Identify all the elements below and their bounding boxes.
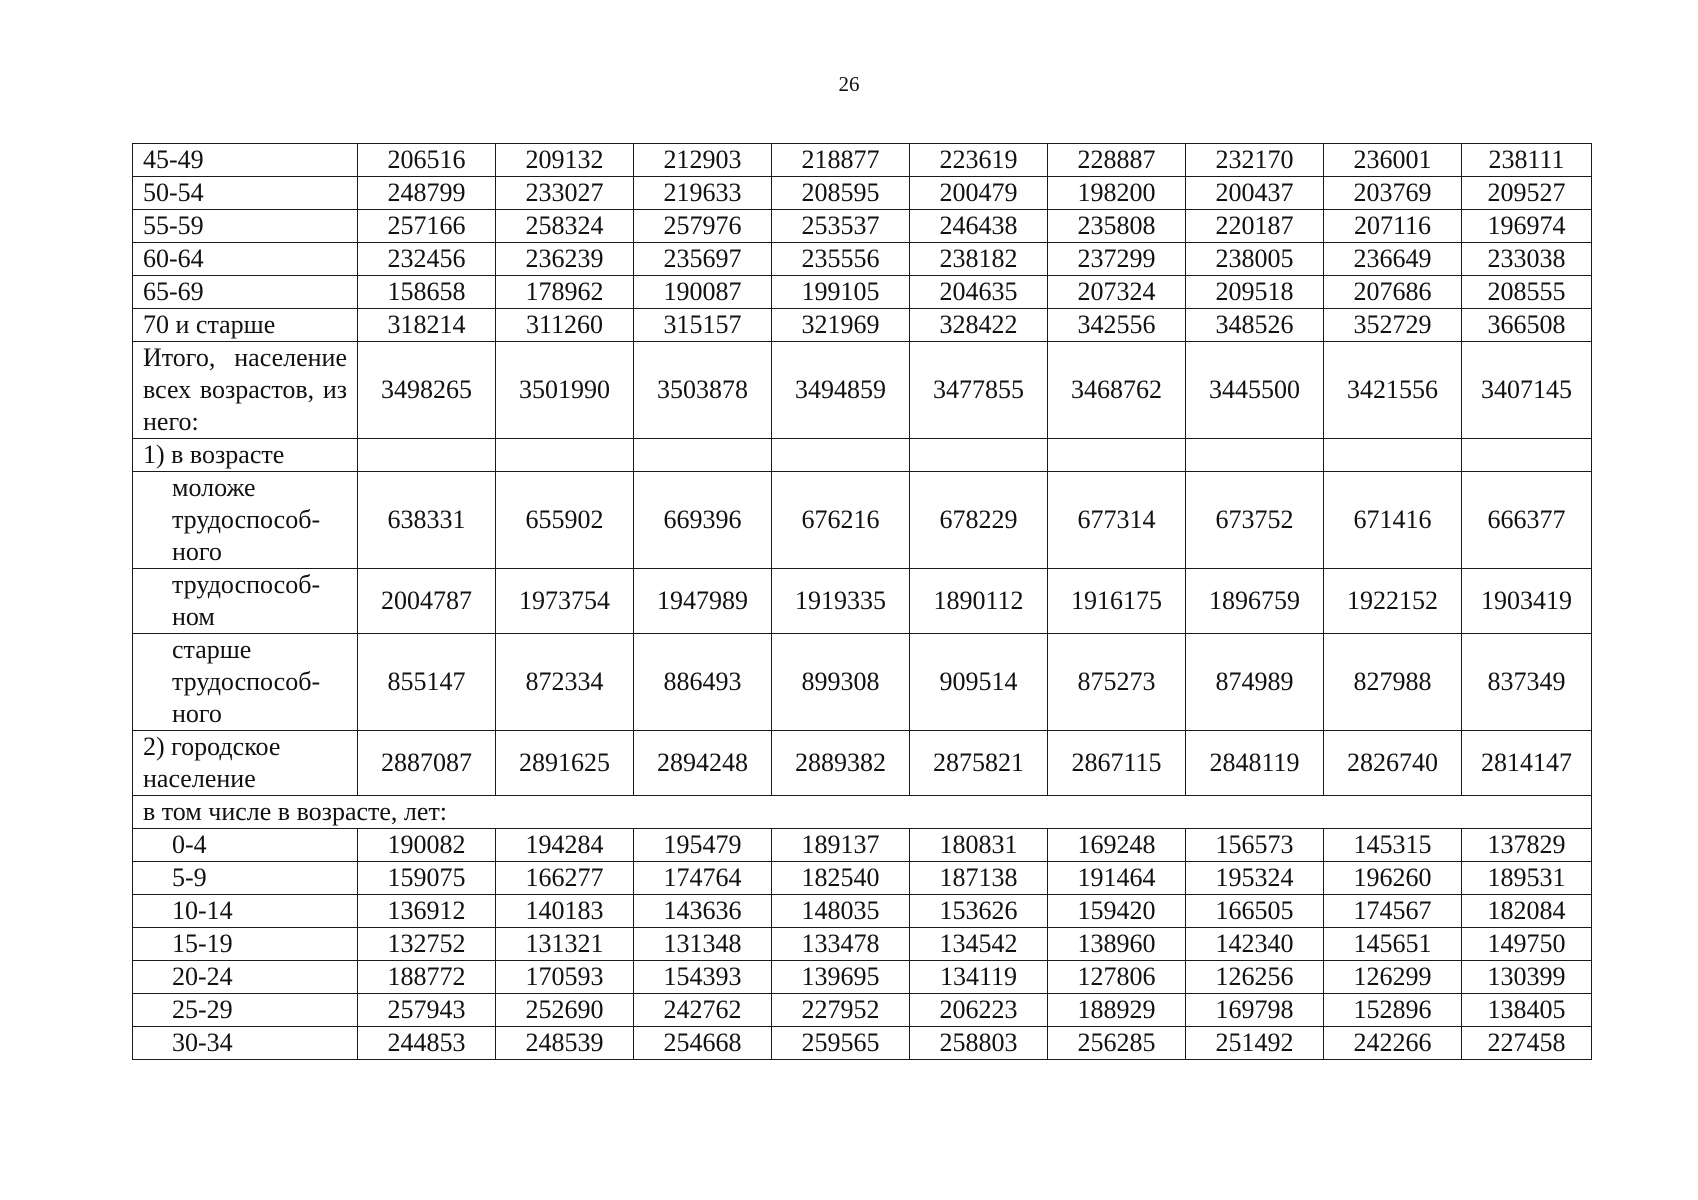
table-cell: 133478: [772, 928, 910, 961]
table-row: [133, 961, 1592, 994]
table-cell: 2887087: [358, 731, 496, 796]
table-cell: 233038: [1462, 243, 1592, 276]
table-cell: 235556: [772, 243, 910, 276]
table-cell: 238005: [1186, 243, 1324, 276]
row-label: старше трудоспособ-ного: [133, 634, 358, 731]
table-cell: 126256: [1186, 961, 1324, 994]
table-cell: 137829: [1462, 829, 1592, 862]
table-cell: 348526: [1186, 309, 1324, 342]
table-cell: 207324: [1048, 276, 1186, 309]
table-cell: 140183: [496, 895, 634, 928]
table-cell: [1048, 439, 1186, 472]
table-cell: 203769: [1324, 177, 1462, 210]
page-number: 26: [838, 72, 860, 96]
table-cell: 169798: [1186, 994, 1324, 1027]
table-cell: 2889382: [772, 731, 910, 796]
table-cell: 251492: [1186, 1027, 1324, 1060]
row-label: 20-24: [133, 961, 358, 994]
table-cell: 677314: [1048, 472, 1186, 569]
row-label: 30-34: [133, 1027, 358, 1060]
table-cell: 1916175: [1048, 569, 1186, 634]
table-cell: 208555: [1462, 276, 1592, 309]
table-cell: 248799: [358, 177, 496, 210]
row-label: 1) в возрасте: [133, 439, 358, 472]
table-cell: 1973754: [496, 569, 634, 634]
table-cell: 3421556: [1324, 342, 1462, 439]
table-cell: 190087: [634, 276, 772, 309]
table-cell: 158658: [358, 276, 496, 309]
table-cell: 182084: [1462, 895, 1592, 928]
table-cell: 235697: [634, 243, 772, 276]
table-cell: 131321: [496, 928, 634, 961]
table-cell: 134119: [910, 961, 1048, 994]
table-cell: 156573: [1186, 829, 1324, 862]
table-row: [133, 569, 1592, 634]
table-cell: [910, 439, 1048, 472]
table-cell: 874989: [1186, 634, 1324, 731]
table-cell: 207686: [1324, 276, 1462, 309]
table-body: [133, 144, 1592, 1060]
table-cell: 242266: [1324, 1027, 1462, 1060]
table-cell: [634, 439, 772, 472]
table-cell: 257166: [358, 210, 496, 243]
table-cell: 131348: [634, 928, 772, 961]
table-cell: 127806: [1048, 961, 1186, 994]
table-cell: 207116: [1324, 210, 1462, 243]
table-cell: 366508: [1462, 309, 1592, 342]
table-cell: 145651: [1324, 928, 1462, 961]
table-cell: 246438: [910, 210, 1048, 243]
table-cell: 3445500: [1186, 342, 1324, 439]
table-cell: 169248: [1048, 829, 1186, 862]
table-cell: 189531: [1462, 862, 1592, 895]
table-cell: 673752: [1186, 472, 1324, 569]
table-cell: 257943: [358, 994, 496, 1027]
row-label: 50-54: [133, 177, 358, 210]
table-cell: 3494859: [772, 342, 910, 439]
table-row: [133, 634, 1592, 731]
table-cell: 191464: [1048, 862, 1186, 895]
table-cell: 638331: [358, 472, 496, 569]
table-cell: 187138: [910, 862, 1048, 895]
table-cell: 153626: [910, 895, 1048, 928]
table-cell: 166505: [1186, 895, 1324, 928]
population-table: [132, 143, 1592, 1060]
table-cell: 200479: [910, 177, 1048, 210]
table-cell: 886493: [634, 634, 772, 731]
table-cell: 223619: [910, 144, 1048, 177]
table-cell: [358, 439, 496, 472]
table-cell: 352729: [1324, 309, 1462, 342]
table-row: [133, 928, 1592, 961]
table-cell: 154393: [634, 961, 772, 994]
table-cell: 233027: [496, 177, 634, 210]
table-cell: 130399: [1462, 961, 1592, 994]
table-row: [133, 342, 1592, 439]
table-cell: 166277: [496, 862, 634, 895]
table-cell: 204635: [910, 276, 1048, 309]
table-cell: 671416: [1324, 472, 1462, 569]
table-cell: 139695: [772, 961, 910, 994]
row-label: 25-29: [133, 994, 358, 1027]
table-cell: 148035: [772, 895, 910, 928]
table-cell: 1947989: [634, 569, 772, 634]
table-row: [133, 895, 1592, 928]
table-cell: 206516: [358, 144, 496, 177]
table-row: [133, 829, 1592, 862]
table-cell: 666377: [1462, 472, 1592, 569]
table-cell: 678229: [910, 472, 1048, 569]
row-label: 5-9: [133, 862, 358, 895]
table-cell: 2875821: [910, 731, 1048, 796]
table-row: [133, 796, 1592, 829]
table-cell: 676216: [772, 472, 910, 569]
table-cell: 252690: [496, 994, 634, 1027]
table-cell: 248539: [496, 1027, 634, 1060]
table-cell: 188929: [1048, 994, 1186, 1027]
table-cell: 237299: [1048, 243, 1186, 276]
table-cell: 259565: [772, 1027, 910, 1060]
table-cell: [1186, 439, 1324, 472]
table-row: [133, 731, 1592, 796]
table-cell: 159420: [1048, 895, 1186, 928]
table-cell: 253537: [772, 210, 910, 243]
table-cell: 2814147: [1462, 731, 1592, 796]
table-cell: 1903419: [1462, 569, 1592, 634]
table-row: [133, 177, 1592, 210]
table-cell: 198200: [1048, 177, 1186, 210]
table-cell: 3468762: [1048, 342, 1186, 439]
table-row: [133, 276, 1592, 309]
table-cell: 2848119: [1186, 731, 1324, 796]
table-cell: 899308: [772, 634, 910, 731]
table-cell: 254668: [634, 1027, 772, 1060]
table-cell: 256285: [1048, 1027, 1186, 1060]
table-cell: 143636: [634, 895, 772, 928]
table-cell: 218877: [772, 144, 910, 177]
table-cell: 236649: [1324, 243, 1462, 276]
table-cell: 827988: [1324, 634, 1462, 731]
table-cell: 208595: [772, 177, 910, 210]
table-cell: 219633: [634, 177, 772, 210]
table-cell: 2891625: [496, 731, 634, 796]
table-cell: 238111: [1462, 144, 1592, 177]
table-cell: [496, 439, 634, 472]
row-label: Итого, население всех возрастов, из него:: [133, 342, 358, 439]
table-cell: 238182: [910, 243, 1048, 276]
table-cell: 209527: [1462, 177, 1592, 210]
table-cell: 872334: [496, 634, 634, 731]
row-label: 65-69: [133, 276, 358, 309]
table-row: [133, 439, 1592, 472]
table-cell: 3503878: [634, 342, 772, 439]
table-row: [133, 994, 1592, 1027]
table-cell: 199105: [772, 276, 910, 309]
table-cell: 855147: [358, 634, 496, 731]
table-cell: 209518: [1186, 276, 1324, 309]
row-label: 70 и старше: [133, 309, 358, 342]
table-cell: 236001: [1324, 144, 1462, 177]
table-cell: 200437: [1186, 177, 1324, 210]
table-cell: 315157: [634, 309, 772, 342]
table-row: [133, 472, 1592, 569]
row-label: 2) городское население: [133, 731, 358, 796]
table-cell: 3477855: [910, 342, 1048, 439]
table-cell: 196974: [1462, 210, 1592, 243]
row-label: трудоспособ-ном: [133, 569, 358, 634]
table-cell: 188772: [358, 961, 496, 994]
table-cell: 180831: [910, 829, 1048, 862]
table-cell: 1922152: [1324, 569, 1462, 634]
table-cell: 227458: [1462, 1027, 1592, 1060]
table-cell: 1919335: [772, 569, 910, 634]
table-cell: 242762: [634, 994, 772, 1027]
table-cell: 257976: [634, 210, 772, 243]
table-cell: 2894248: [634, 731, 772, 796]
row-label: 45-49: [133, 144, 358, 177]
table-cell: 209132: [496, 144, 634, 177]
table-cell: 3407145: [1462, 342, 1592, 439]
table-cell: 232170: [1186, 144, 1324, 177]
table-cell: 182540: [772, 862, 910, 895]
table-cell: 152896: [1324, 994, 1462, 1027]
table-cell: 134542: [910, 928, 1048, 961]
table-cell: 142340: [1186, 928, 1324, 961]
table-cell: 236239: [496, 243, 634, 276]
table-cell: 2826740: [1324, 731, 1462, 796]
table-cell: 174567: [1324, 895, 1462, 928]
table-row: [133, 144, 1592, 177]
row-label: в том числе в возрасте, лет:: [133, 796, 1592, 829]
table-cell: 909514: [910, 634, 1048, 731]
table-cell: 145315: [1324, 829, 1462, 862]
row-label: 55-59: [133, 210, 358, 243]
table-cell: 170593: [496, 961, 634, 994]
table-cell: 258803: [910, 1027, 1048, 1060]
table-cell: 311260: [496, 309, 634, 342]
table-cell: 220187: [1186, 210, 1324, 243]
table-cell: [1462, 439, 1592, 472]
table-cell: 669396: [634, 472, 772, 569]
table-cell: 159075: [358, 862, 496, 895]
table-cell: 149750: [1462, 928, 1592, 961]
table-cell: 138405: [1462, 994, 1592, 1027]
row-label: 60-64: [133, 243, 358, 276]
table-cell: 190082: [358, 829, 496, 862]
table-cell: 1896759: [1186, 569, 1324, 634]
table-cell: 328422: [910, 309, 1048, 342]
table-row: [133, 309, 1592, 342]
table-cell: 235808: [1048, 210, 1186, 243]
table-cell: 2867115: [1048, 731, 1186, 796]
table-cell: 318214: [358, 309, 496, 342]
row-label: 0-4: [133, 829, 358, 862]
table-cell: 227952: [772, 994, 910, 1027]
table-cell: 228887: [1048, 144, 1186, 177]
table-cell: 178962: [496, 276, 634, 309]
table-cell: 138960: [1048, 928, 1186, 961]
table-cell: 206223: [910, 994, 1048, 1027]
table-cell: 232456: [358, 243, 496, 276]
table-cell: 195479: [634, 829, 772, 862]
table-cell: 244853: [358, 1027, 496, 1060]
table-row: [133, 210, 1592, 243]
table-cell: 321969: [772, 309, 910, 342]
table-cell: 2004787: [358, 569, 496, 634]
table-cell: 3498265: [358, 342, 496, 439]
table-cell: 132752: [358, 928, 496, 961]
row-label: 15-19: [133, 928, 358, 961]
table-cell: 136912: [358, 895, 496, 928]
row-label: моложе трудоспособ-ного: [133, 472, 358, 569]
table-cell: 196260: [1324, 862, 1462, 895]
table-cell: 195324: [1186, 862, 1324, 895]
row-label: 10-14: [133, 895, 358, 928]
table-cell: 1890112: [910, 569, 1048, 634]
table-cell: [772, 439, 910, 472]
table-cell: 3501990: [496, 342, 634, 439]
table-cell: 174764: [634, 862, 772, 895]
table-cell: 875273: [1048, 634, 1186, 731]
table-cell: 342556: [1048, 309, 1186, 342]
table-cell: 655902: [496, 472, 634, 569]
table-cell: 212903: [634, 144, 772, 177]
table-cell: 194284: [496, 829, 634, 862]
table-cell: 258324: [496, 210, 634, 243]
table-row: [133, 243, 1592, 276]
table-cell: 837349: [1462, 634, 1592, 731]
table-cell: 189137: [772, 829, 910, 862]
table-row: [133, 1027, 1592, 1060]
table-row: [133, 862, 1592, 895]
table-cell: 126299: [1324, 961, 1462, 994]
table-cell: [1324, 439, 1462, 472]
